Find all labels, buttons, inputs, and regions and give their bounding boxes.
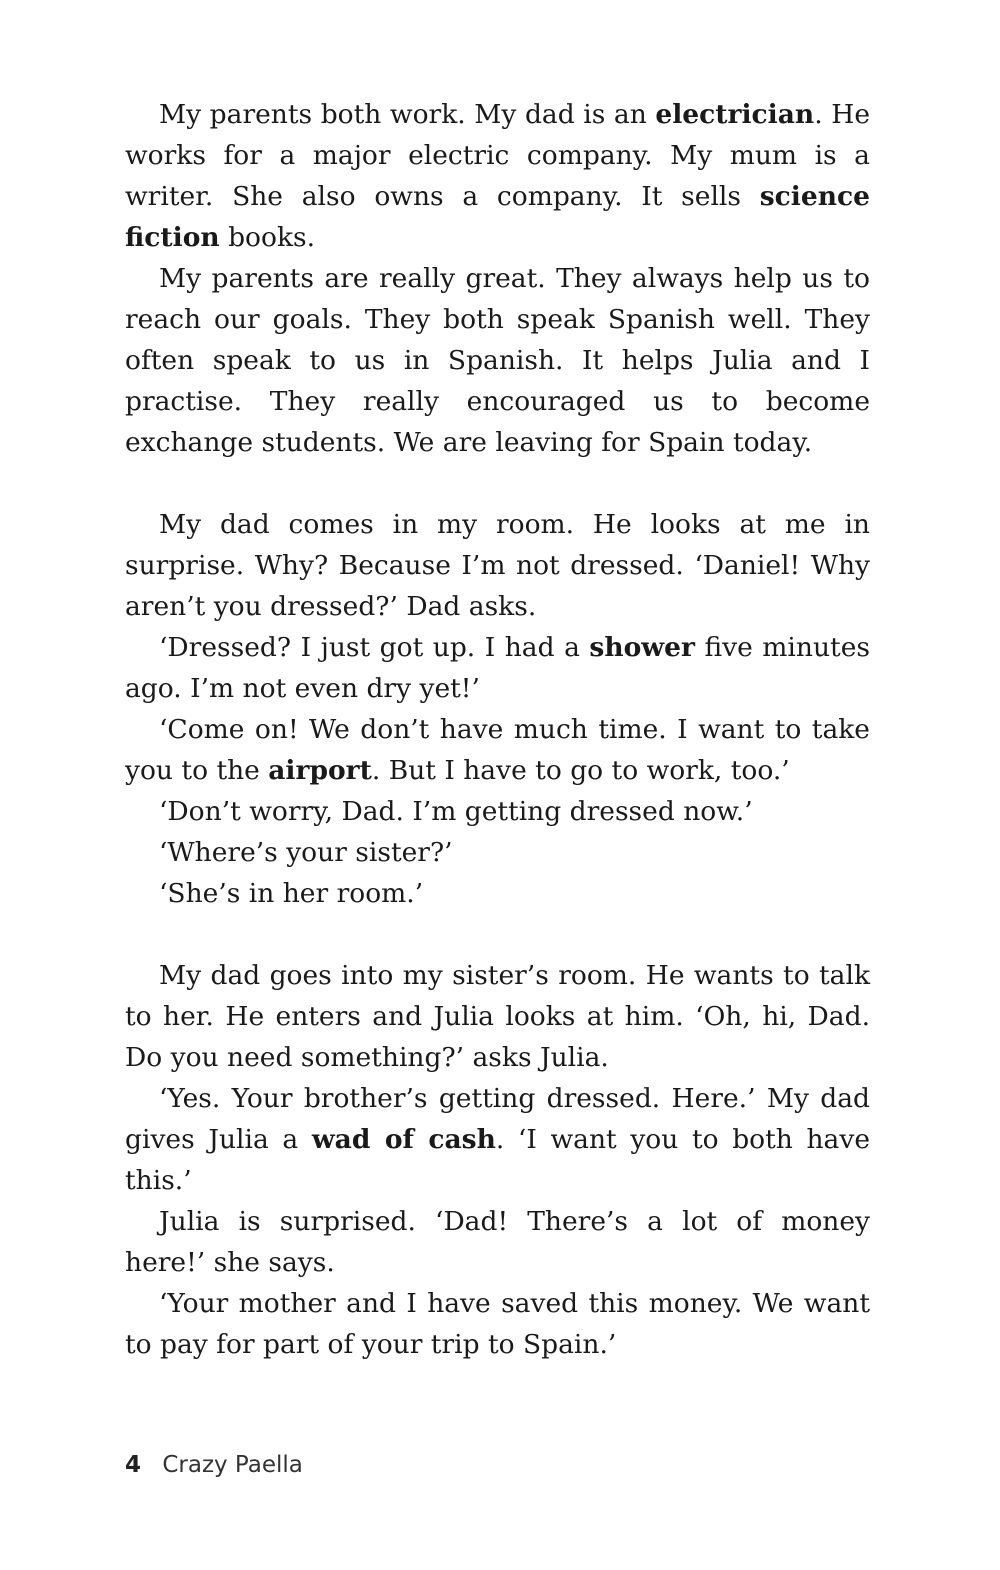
text-run: books. [219, 222, 316, 253]
paragraph [125, 627, 870, 709]
paragraph [125, 1201, 870, 1283]
glossary-term: electrician [655, 99, 815, 130]
paragraph [125, 832, 870, 873]
text-run: ‘Don’t worry, Dad. I’m getting dressed now.’ [159, 796, 753, 827]
text-run: ‘Where’s your sister?’ [159, 837, 453, 868]
text-run: Julia is surprised. ‘Dad! There’s a lot of money here!’ she says. [125, 1206, 870, 1278]
paragraph [125, 1078, 870, 1201]
text-run: ‘Your mother and I have saved this money. We want to pay for part of your trip to Spain.’ [125, 1288, 870, 1360]
text-run: . But I have to go to work, too.’ [371, 755, 790, 786]
running-title: Crazy Paella [162, 1452, 303, 1478]
section-gap [125, 463, 870, 504]
page-footer [125, 1452, 303, 1478]
glossary-term: airport [268, 755, 372, 786]
section-gap [125, 914, 870, 955]
paragraph [125, 258, 870, 463]
text-run: . He works for a major electric company. My mum is a writer. She also owns a company. It sells [125, 99, 870, 212]
text-run: My parents are really great. They always help us to reach our goals. They both speak Spanish well. They often speak to us in Spanish. It helps Julia and I practise. They really encouraged us to become exchange students. We are leaving for Spain today. [125, 263, 870, 458]
text-run: . ‘I want you to both have this.’ [125, 1124, 871, 1196]
text-run: My dad comes in my room. He looks at me in surprise. Why? Because I’m not dressed. ‘Daniel! Why aren’t you dressed?’ Dad asks. [125, 509, 870, 622]
text-run: ‘Yes. Your brother’s getting dressed. Here.’ My dad gives Julia a [125, 1083, 870, 1155]
text-run: My dad goes into my sister’s room. He wants to talk to her. He enters and Julia looks at him. ‘Oh, hi, Dad. Do you need something?’ asks Julia. [125, 960, 870, 1073]
text-run: five minutes ago. I’m not even dry yet!’ [125, 632, 870, 704]
page-body [125, 94, 870, 1365]
paragraph [125, 1283, 870, 1365]
text-run: ‘Come on! We don’t have much time. I want to take you to the [125, 714, 870, 786]
glossary-term: shower [589, 632, 695, 663]
text-run: My parents both work. My dad is an [159, 99, 656, 130]
page-number: 4 [125, 1452, 142, 1478]
text-run: ‘Dressed? I just got up. I had a [159, 632, 590, 663]
paragraph [125, 955, 870, 1078]
paragraph [125, 504, 870, 627]
glossary-term: wad of cash [311, 1124, 496, 1155]
paragraph [125, 94, 870, 258]
paragraph [125, 873, 870, 914]
paragraph [125, 709, 870, 791]
story-text [125, 94, 870, 1365]
glossary-term: science fiction [125, 181, 870, 253]
text-run: ‘She’s in her room.’ [159, 878, 424, 909]
paragraph [125, 791, 870, 832]
